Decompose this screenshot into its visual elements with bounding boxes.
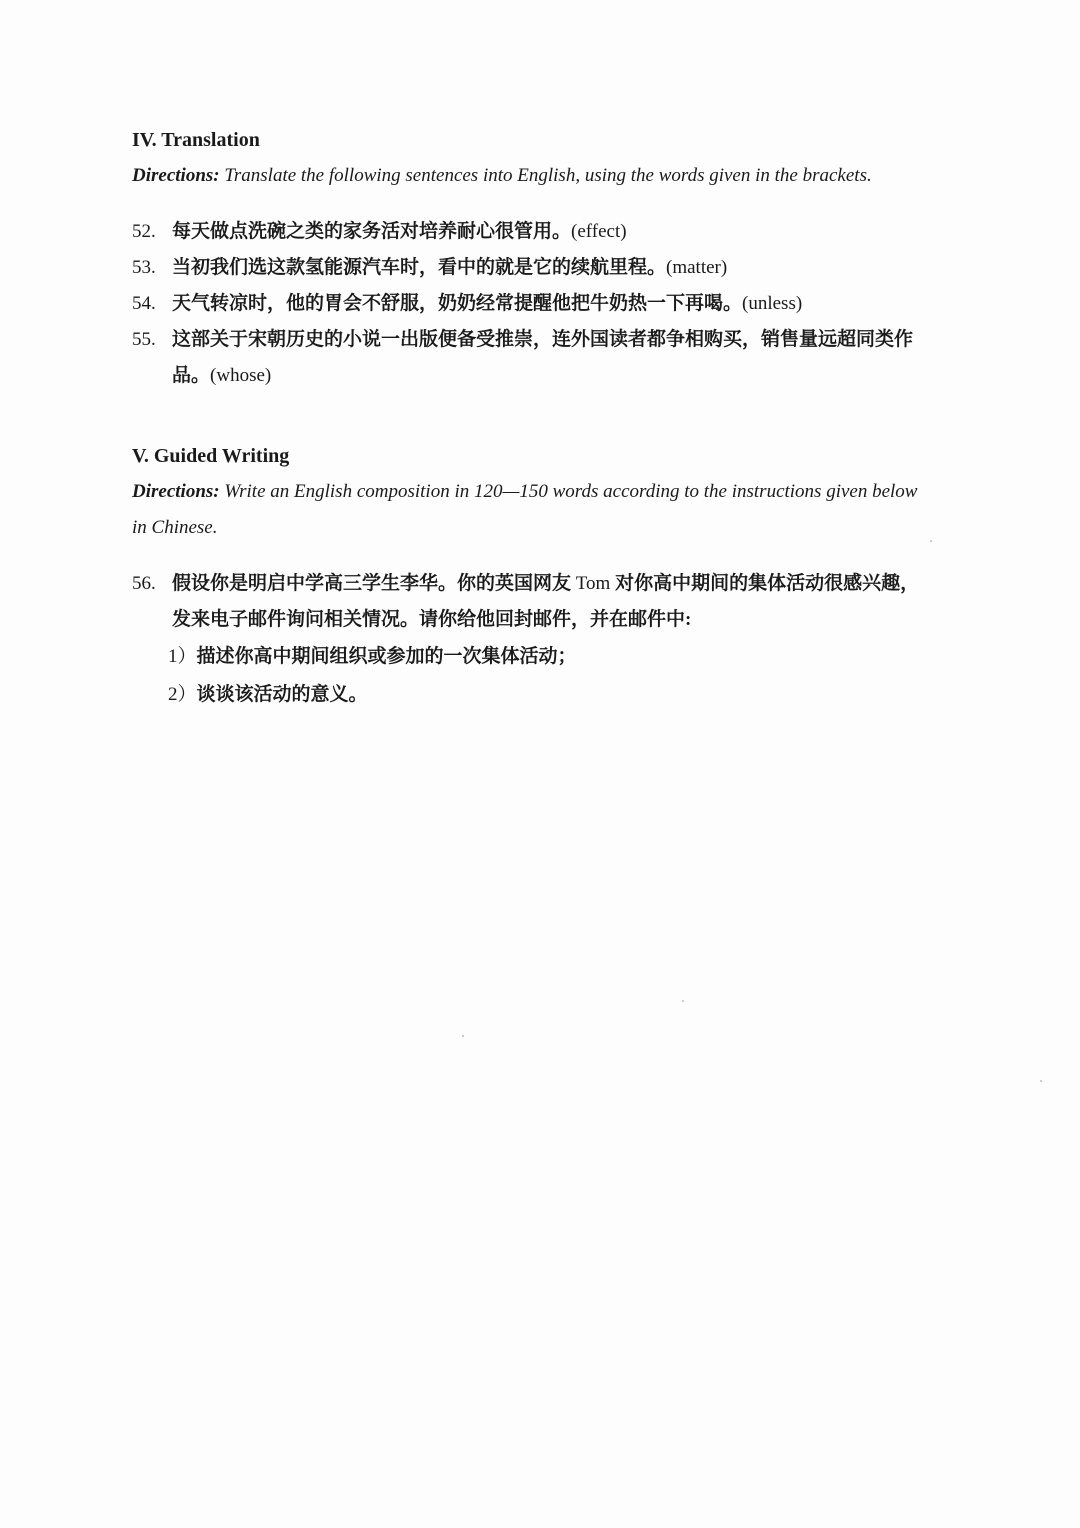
directions-text: Write an English composition in 120—150 words according to the instructions given below in Chinese.: [132, 481, 918, 538]
directions-label: Directions:: [132, 165, 220, 186]
list-item: [132, 250, 932, 286]
item-chinese-text: 当初我们选这款氢能源汽车时，看中的就是它的续航里程。: [172, 257, 667, 278]
item-text-part1: 假设你是明启中学高三学生李华。你的英国网友: [172, 573, 572, 594]
item-number: 55.: [132, 329, 156, 350]
scan-speck: [462, 1035, 464, 1037]
section-heading: V. Guided Writing: [132, 445, 290, 467]
item-hint: (whose): [210, 365, 272, 386]
sub-item-text: 谈谈该活动的意义。: [196, 684, 368, 705]
item-number: 54.: [132, 293, 156, 314]
item-number: 53.: [132, 257, 156, 278]
item-number: 56.: [132, 573, 156, 594]
section-directions: [132, 474, 932, 546]
list-item: [132, 286, 932, 322]
item-chinese-text: 每天做点洗碗之类的家务活对培养耐心很管用。: [172, 221, 572, 242]
scan-speck: [1040, 1080, 1042, 1082]
sub-item: [168, 638, 932, 676]
list-item: [132, 566, 932, 638]
directions-label: Directions:: [132, 481, 220, 502]
writing-sub-list: [132, 638, 932, 714]
section-guided-writing: [132, 444, 932, 714]
item-number: 52.: [132, 221, 156, 242]
sub-item-text: 描述你高中期间组织或参加的一次集体活动；: [196, 646, 577, 667]
list-item: [132, 214, 932, 250]
sub-item-number: 2）: [168, 684, 197, 705]
sub-item: [168, 676, 932, 714]
item-text-english: Tom: [571, 573, 616, 594]
translation-list: [132, 214, 932, 394]
item-hint: (matter): [666, 257, 728, 278]
section-translation: [132, 128, 932, 394]
section-heading: IV. Translation: [132, 129, 260, 151]
writing-list: [132, 566, 932, 638]
section-directions: [132, 158, 932, 194]
item-hint: (unless): [742, 293, 803, 314]
scan-speck: [930, 540, 932, 542]
item-chinese-text: 天气转凉时，他的胃会不舒服，奶奶经常提醒他把牛奶热一下再喝。: [172, 293, 743, 314]
list-item: [132, 322, 932, 394]
scan-speck: [682, 1000, 684, 1002]
sub-item-number: 1）: [168, 646, 197, 667]
item-text-part2: 对你高中期间的集体活动很感兴趣，发来电子邮件询问相关情况。请你给他回封邮件，并在邮件中:: [172, 573, 920, 630]
item-hint: (effect): [571, 221, 627, 242]
item-chinese-text: 这部关于宋朝历史的小说一出版便备受推崇，连外国读者都争相购买，销售量远超同类作品。: [172, 329, 914, 386]
directions-text: Translate the following sentences into English, using the words given in the brackets.: [224, 165, 872, 186]
